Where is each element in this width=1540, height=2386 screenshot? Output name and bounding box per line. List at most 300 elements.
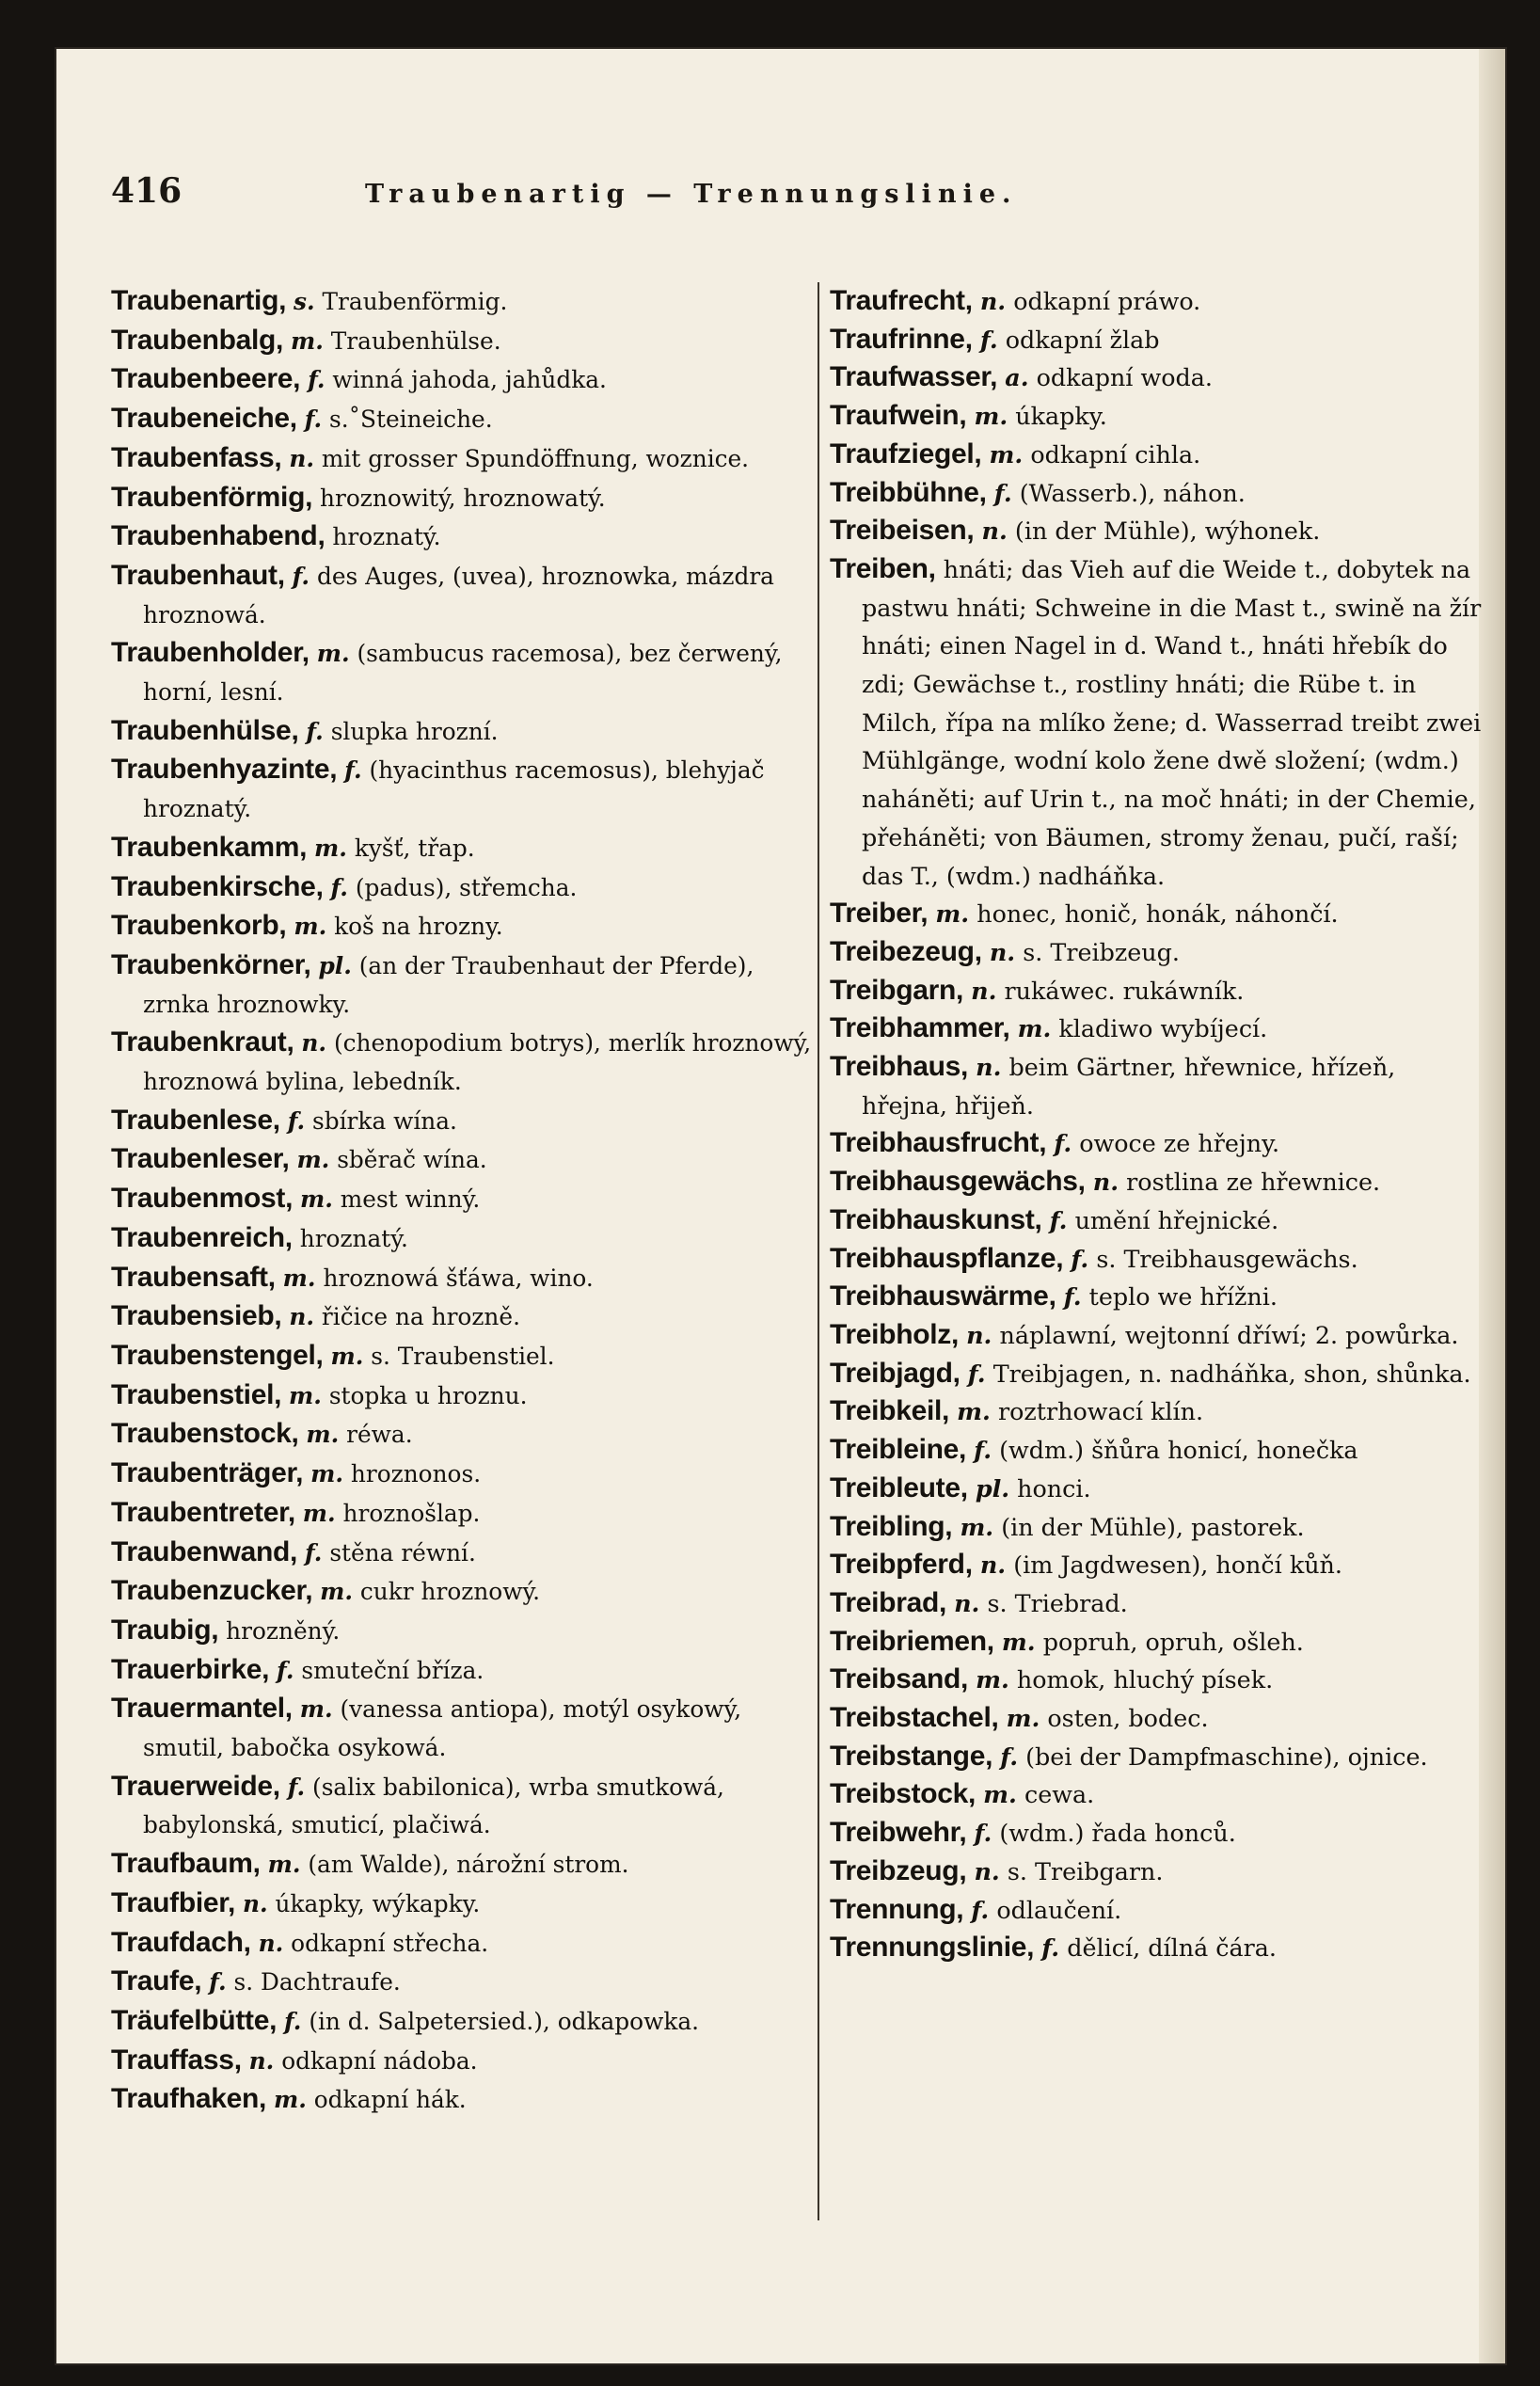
entry-headword: Trauerbirke, bbox=[111, 1653, 270, 1685]
entry-headword: Treibpferd, bbox=[830, 1549, 973, 1581]
entry-headword: Treibleine, bbox=[830, 1434, 967, 1466]
entry-definition: (vanessa antiopa), motýl osykowý, smutil, babočka osykowá. bbox=[143, 1695, 742, 1762]
dictionary-entry bbox=[830, 550, 1488, 895]
dictionary-entry bbox=[830, 1392, 1488, 1431]
entry-definition: (in d. Salpetersied.), odkapowka. bbox=[309, 2007, 700, 2035]
dictionary-entry bbox=[111, 557, 821, 634]
dictionary-entry bbox=[111, 634, 821, 711]
entry-headword: Traubenmost, bbox=[111, 1183, 294, 1215]
entry-grammar-label: f. bbox=[306, 717, 324, 745]
dictionary-entry bbox=[111, 1455, 821, 1494]
entry-grammar-label: m. bbox=[316, 640, 350, 668]
entry-definition: hrozněný. bbox=[226, 1616, 341, 1645]
dictionary-entry bbox=[111, 1102, 821, 1141]
dictionary-entry bbox=[830, 1048, 1488, 1124]
entry-headword: Traubenholder, bbox=[111, 637, 310, 669]
entry-grammar-label: n. bbox=[971, 976, 997, 1005]
entry-definition: odkapní práwo. bbox=[1013, 287, 1201, 315]
entry-definition: (wdm.) řada honců. bbox=[999, 1819, 1236, 1848]
entry-headword: Traufrinne, bbox=[830, 323, 973, 355]
entry-grammar-label: f. bbox=[993, 478, 1012, 507]
entry-definition: umění hřejnické. bbox=[1074, 1205, 1279, 1234]
entry-definition: hnáti; das Vieh auf die Weide t., dobytek na pastwu hnáti; Schweine in die Mast t., swině na žír hnáti; einen Nagel in d. Wand t., hnáti hřebík do zdi; Gewächse t., rostliny hnáti; die Rübe t. in Milch, řípa na mlíko žene; d. Wasserrad treibt zwei Mühlgänge, wodní kolo žene dwě složení; (wdm.) naháněti; auf Urin t., na moč hnáti; in der Chemie, přeháněti; von Bäumen, stromy ženau, pučí, raší; das T., (wdm.) nadháňka. bbox=[862, 554, 1482, 890]
entry-headword: Traufrecht, bbox=[830, 285, 973, 316]
entry-grammar-label: m. bbox=[289, 1381, 322, 1409]
dictionary-entry bbox=[830, 1814, 1488, 1853]
entry-definition: Traubenhülse. bbox=[330, 326, 501, 355]
entry-grammar-label: m. bbox=[306, 1421, 340, 1449]
entry-grammar-label: m. bbox=[300, 1185, 333, 1214]
dictionary-entry bbox=[830, 1891, 1488, 1930]
dictionary-entry bbox=[830, 933, 1488, 972]
entry-headword: Traubenkorb, bbox=[111, 910, 287, 942]
dictionary-entry bbox=[111, 1768, 821, 1845]
entry-grammar-label: f. bbox=[287, 1106, 306, 1135]
dictionary-entry bbox=[111, 322, 821, 361]
entry-definition: cukr hroznowý. bbox=[359, 1578, 541, 1606]
entry-headword: Traubenkamm, bbox=[111, 831, 308, 863]
entry-headword: Traubenleser, bbox=[111, 1143, 290, 1175]
entry-headword: Traubenzucker, bbox=[111, 1575, 313, 1607]
entry-headword: Traubenförmig, bbox=[111, 481, 313, 513]
entry-headword: Traubenhülse, bbox=[111, 714, 299, 746]
entry-definition: (im Jagdwesen), hončí kůň. bbox=[1013, 1551, 1342, 1580]
entry-headword: Treibhausgewächs, bbox=[830, 1166, 1086, 1198]
dictionary-entry bbox=[111, 360, 821, 400]
entry-definition: odkapní žlab bbox=[1005, 325, 1160, 354]
entry-definition: úkapky, wýkapky. bbox=[275, 1889, 481, 1917]
entry-grammar-label: n. bbox=[301, 1029, 327, 1058]
dictionary-entry bbox=[111, 907, 821, 946]
entry-grammar-label: m. bbox=[974, 402, 1008, 431]
entry-headword: Traufe, bbox=[111, 1965, 202, 1997]
entry-definition: (in der Mühle), pastorek. bbox=[1001, 1512, 1305, 1541]
entry-grammar-label: pl. bbox=[975, 1473, 1010, 1503]
dictionary-entry bbox=[111, 751, 821, 828]
entry-grammar-label: s. bbox=[294, 288, 315, 315]
dictionary-entry bbox=[111, 1219, 821, 1259]
entry-headword: Traubig, bbox=[111, 1614, 219, 1646]
entry-grammar-label: n. bbox=[242, 1889, 268, 1917]
entry-headword: Traubenkörner, bbox=[111, 948, 311, 980]
entry-grammar-label: f. bbox=[344, 756, 362, 785]
entry-headword: Traubentreter, bbox=[111, 1496, 295, 1528]
entry-grammar-label: n. bbox=[248, 2046, 275, 2075]
dictionary-entry bbox=[111, 868, 821, 908]
entry-headword: Traubenkraut, bbox=[111, 1026, 294, 1058]
entry-grammar-label: f. bbox=[308, 366, 325, 394]
entry-headword: Traubenwand, bbox=[111, 1535, 298, 1567]
entry-definition: s. Dachtraufe. bbox=[233, 1968, 401, 1996]
entry-definition: odkapní nádoba. bbox=[281, 2046, 478, 2075]
dictionary-entry bbox=[830, 1278, 1488, 1316]
entry-grammar-label: f. bbox=[1000, 1742, 1019, 1771]
entry-definition: odkapní hák. bbox=[313, 2086, 467, 2114]
entry-headword: Treibeisen, bbox=[830, 515, 975, 547]
entry-headword: Treibstachel, bbox=[830, 1702, 999, 1734]
dictionary-entry bbox=[830, 512, 1488, 550]
entry-headword: Traubenhabend, bbox=[111, 520, 325, 552]
dictionary-entry bbox=[830, 1623, 1488, 1662]
entry-headword: Traubenhaut, bbox=[111, 559, 285, 591]
entry-grammar-label: f. bbox=[330, 873, 348, 901]
entry-headword: Treiben, bbox=[830, 552, 936, 584]
entry-headword: Traufziegel, bbox=[830, 437, 982, 469]
entry-headword: Träufelbütte, bbox=[111, 2004, 278, 2036]
entry-headword: Treibhaus, bbox=[830, 1051, 969, 1083]
entry-grammar-label: m. bbox=[294, 913, 327, 941]
entry-grammar-label: m. bbox=[1001, 1627, 1036, 1656]
entry-definition: teplo we hřížni. bbox=[1088, 1282, 1278, 1312]
entry-grammar-label: n. bbox=[989, 937, 1016, 966]
entry-headword: Treibhauswärme, bbox=[830, 1280, 1056, 1312]
dictionary-entry bbox=[830, 1929, 1488, 1967]
entry-definition: odkapní cihla. bbox=[1030, 439, 1201, 469]
entry-definition: Traubenförmig. bbox=[322, 288, 508, 315]
entry-grammar-label: m. bbox=[935, 899, 970, 929]
dictionary-entry bbox=[830, 1738, 1488, 1776]
entry-definition: rukáwec. rukáwník. bbox=[1004, 976, 1245, 1005]
entry-headword: Treibkeil, bbox=[830, 1395, 950, 1427]
entry-definition: beim Gärtner, hřewnice, hřízeň, hřejna, hřijeň. bbox=[862, 1053, 1396, 1120]
dictionary-entry bbox=[111, 1534, 821, 1573]
entry-grammar-label: f. bbox=[1063, 1282, 1082, 1312]
entry-grammar-label: f. bbox=[979, 325, 998, 354]
entry-headword: Treibholz, bbox=[830, 1318, 960, 1350]
entry-definition: dělicí, dílná čára. bbox=[1067, 1933, 1277, 1963]
entry-definition: kyšť, třap. bbox=[354, 834, 475, 862]
entry-grammar-label: a. bbox=[1005, 363, 1029, 392]
entry-definition: homok, hluchý písek. bbox=[1016, 1665, 1274, 1694]
entry-headword: Trennungslinie, bbox=[830, 1932, 1035, 1964]
entry-grammar-label: n. bbox=[974, 1856, 1000, 1885]
entry-grammar-label: m. bbox=[976, 1665, 1009, 1694]
dictionary-entry bbox=[111, 1024, 821, 1101]
dictionary-entry bbox=[111, 282, 821, 322]
entry-definition: (in der Mühle), wýhonek. bbox=[1014, 517, 1321, 546]
entry-grammar-label: m. bbox=[302, 1499, 336, 1527]
entry-headword: Treibzeug, bbox=[830, 1854, 967, 1886]
entry-definition: mit grosser Spundöffnung, woznice. bbox=[321, 444, 750, 472]
dictionary-entry bbox=[111, 1651, 821, 1691]
entry-grammar-label: n. bbox=[976, 1053, 1002, 1082]
entry-headword: Treibgarn, bbox=[830, 974, 964, 1006]
dictionary-entry bbox=[111, 517, 821, 557]
entry-headword: Traufbier, bbox=[111, 1886, 236, 1918]
entry-grammar-label: m. bbox=[957, 1397, 991, 1426]
entry-definition: hroznowá šťáwa, wino. bbox=[323, 1264, 594, 1292]
dictionary-entry bbox=[111, 1963, 821, 2002]
entry-definition: (sambucus racemosa), bez čerwený, horní, lesní. bbox=[143, 640, 783, 707]
entry-grammar-label: m. bbox=[989, 439, 1024, 469]
entry-definition: (Wasserb.), náhon. bbox=[1019, 478, 1246, 507]
entry-definition: (salix babilonica), wrba smutkowá, babylonská, smuticí, plačiwá. bbox=[143, 1773, 724, 1839]
dictionary-entry bbox=[111, 1376, 821, 1416]
dictionary-entry bbox=[830, 321, 1488, 359]
entry-headword: Treibwehr, bbox=[830, 1817, 967, 1849]
entry-headword: Trauffass, bbox=[111, 2044, 242, 2076]
entry-definition: koš na hrozny. bbox=[334, 913, 503, 941]
entry-definition: smuteční bříza. bbox=[301, 1656, 484, 1684]
dictionary-entry bbox=[830, 1584, 1488, 1623]
entry-definition: odkapní woda. bbox=[1036, 363, 1213, 392]
entry-definition: osten, bodec. bbox=[1047, 1704, 1209, 1733]
entry-definition: rostlina ze hřewnice. bbox=[1126, 1168, 1381, 1197]
entry-headword: Traubenbeere, bbox=[111, 363, 301, 395]
entry-definition: kladiwo wybíjecí. bbox=[1058, 1014, 1268, 1043]
entry-definition: stěna réwní. bbox=[329, 1538, 476, 1567]
entry-headword: Traubenstiel, bbox=[111, 1378, 282, 1410]
entry-grammar-label: m. bbox=[299, 1695, 333, 1724]
entry-headword: Treibjagd, bbox=[830, 1357, 961, 1389]
entry-headword: Traubensieb, bbox=[111, 1300, 282, 1332]
entry-grammar-label: f. bbox=[277, 1656, 294, 1684]
entry-headword: Treiber, bbox=[830, 898, 929, 930]
entry-definition: sběrač wína. bbox=[337, 1146, 487, 1174]
dictionary-entry bbox=[830, 1508, 1488, 1547]
entry-definition: popruh, opruh, ošleh. bbox=[1042, 1627, 1304, 1656]
entry-definition: réwa. bbox=[346, 1421, 413, 1449]
entry-grammar-label: n. bbox=[979, 287, 1007, 315]
entry-grammar-label: m. bbox=[960, 1512, 994, 1541]
left-column bbox=[111, 282, 821, 2120]
dictionary-entry bbox=[111, 1690, 821, 1767]
dictionary-entry bbox=[111, 1259, 821, 1298]
dictionary-entry bbox=[111, 1140, 821, 1180]
entry-headword: Treibriemen, bbox=[830, 1625, 994, 1657]
entry-definition: s. Treibgarn. bbox=[1007, 1856, 1164, 1885]
page-header bbox=[111, 171, 1127, 211]
entry-definition: řičice na hrozně. bbox=[321, 1303, 520, 1331]
entry-grammar-label: f. bbox=[974, 1819, 992, 1848]
entry-grammar-label: m. bbox=[267, 1851, 301, 1879]
entry-headword: Traubenfass, bbox=[111, 441, 282, 473]
dictionary-entry bbox=[830, 1775, 1488, 1814]
entry-grammar-label: n. bbox=[289, 1303, 315, 1331]
entry-definition: (bei der Dampfmaschine), ojnice. bbox=[1025, 1742, 1428, 1771]
entry-headword: Treibhauspflanze, bbox=[830, 1242, 1064, 1274]
entry-definition: s. Triebrad. bbox=[987, 1588, 1128, 1617]
entry-headword: Traubeneiche, bbox=[111, 403, 297, 435]
entry-headword: Traubenbalg, bbox=[111, 324, 284, 356]
entry-definition: hroznošlap. bbox=[342, 1499, 481, 1527]
entry-definition: honec, honič, honák, náhončí. bbox=[976, 899, 1339, 929]
entry-headword: Treibezeug, bbox=[830, 935, 982, 967]
entry-grammar-label: m. bbox=[1017, 1014, 1052, 1043]
dictionary-entry bbox=[830, 436, 1488, 474]
entry-definition: winná jahoda, jahůdka. bbox=[332, 366, 607, 394]
dictionary-entry bbox=[830, 1010, 1488, 1048]
dictionary-entry bbox=[111, 712, 821, 752]
dictionary-entry bbox=[111, 946, 821, 1024]
entry-definition: hroznatý. bbox=[332, 523, 441, 551]
entry-headword: Traubenstock, bbox=[111, 1418, 299, 1450]
dictionary-entry bbox=[830, 1163, 1488, 1201]
dictionary-entry bbox=[111, 829, 821, 868]
entry-headword: Treibstock, bbox=[830, 1778, 976, 1810]
entry-grammar-label: m. bbox=[291, 326, 324, 355]
entry-grammar-label: n. bbox=[954, 1588, 980, 1617]
entry-definition: slupka hrozní. bbox=[330, 717, 499, 745]
entry-definition: des Auges, (uvea), hroznowka, mázdra hroznowá. bbox=[143, 562, 774, 628]
entry-grammar-label: m. bbox=[282, 1264, 316, 1292]
entry-headword: Treibrad, bbox=[830, 1586, 947, 1618]
entry-headword: Traubensaft, bbox=[111, 1261, 276, 1293]
entry-grammar-label: n. bbox=[981, 517, 1008, 546]
right-column bbox=[830, 282, 1488, 1967]
entry-definition: (an der Traubenhaut der Pferde), zrnka hroznowky. bbox=[143, 951, 754, 1018]
entry-headword: Treibhausfrucht, bbox=[830, 1127, 1047, 1159]
dictionary-entry bbox=[830, 358, 1488, 397]
dictionary-entry bbox=[111, 1924, 821, 1964]
dictionary-entry bbox=[111, 439, 821, 479]
entry-headword: Traubenkirsche, bbox=[111, 870, 324, 902]
dictionary-entry bbox=[830, 1316, 1488, 1355]
dictionary-entry bbox=[111, 400, 821, 439]
entry-headword: Trauerweide, bbox=[111, 1770, 280, 1802]
dictionary-entry bbox=[830, 1201, 1488, 1240]
entry-headword: Treibsand, bbox=[830, 1663, 969, 1695]
entry-headword: Traufwein, bbox=[830, 400, 967, 432]
entry-grammar-label: f. bbox=[1054, 1129, 1072, 1158]
dictionary-entry bbox=[830, 1431, 1488, 1470]
entry-grammar-label: f. bbox=[287, 1773, 306, 1801]
entry-headword: Traubenartig, bbox=[111, 285, 287, 316]
entry-definition: odlaučení. bbox=[996, 1895, 1122, 1924]
entry-grammar-label: f. bbox=[209, 1968, 227, 1996]
entry-grammar-label: f. bbox=[292, 562, 310, 590]
entry-definition: (am Walde), nárožní strom. bbox=[308, 1851, 629, 1879]
entry-grammar-label: n. bbox=[966, 1320, 992, 1349]
dictionary-entry bbox=[830, 474, 1488, 513]
entry-headword: Trennung, bbox=[830, 1893, 964, 1925]
entry-grammar-label: n. bbox=[979, 1551, 1007, 1580]
dictionary-entry bbox=[111, 479, 821, 518]
entry-grammar-label: n. bbox=[289, 444, 315, 472]
dictionary-entry bbox=[111, 1297, 821, 1337]
entry-definition: náplawní, wejtonní dříwí; 2. powůrka. bbox=[999, 1320, 1459, 1349]
dictionary-entry bbox=[111, 2002, 821, 2042]
entry-definition: sbírka wína. bbox=[312, 1106, 457, 1135]
dictionary-entry bbox=[111, 1885, 821, 1924]
dictionary-entry bbox=[830, 397, 1488, 436]
entry-headword: Traubenstengel, bbox=[111, 1339, 324, 1371]
entry-definition: cewa. bbox=[1024, 1780, 1095, 1809]
entry-definition: (hyacinthus racemosus), blehyjač hroznatý. bbox=[143, 756, 765, 823]
entry-definition: úkapky. bbox=[1015, 402, 1107, 431]
entry-grammar-label: n. bbox=[1092, 1168, 1119, 1197]
dictionary-entry bbox=[111, 1612, 821, 1651]
dictionary-entry bbox=[830, 1124, 1488, 1163]
entry-headword: Treibhauskunst, bbox=[830, 1203, 1042, 1235]
entry-grammar-label: f. bbox=[1041, 1933, 1060, 1963]
entry-grammar-label: f. bbox=[305, 1538, 323, 1567]
dictionary-entry bbox=[830, 1699, 1488, 1738]
dictionary-entry bbox=[111, 2080, 821, 2120]
entry-headword: Traubenhyazinte, bbox=[111, 754, 338, 786]
entry-grammar-label: m. bbox=[330, 1342, 364, 1370]
dictionary-entry bbox=[830, 1546, 1488, 1584]
entry-headword: Traubenträger, bbox=[111, 1457, 304, 1489]
entry-grammar-label: n. bbox=[258, 1929, 284, 1957]
dictionary-entry bbox=[830, 895, 1488, 933]
entry-headword: Traufwasser, bbox=[830, 361, 998, 393]
entry-grammar-label: m. bbox=[273, 2086, 307, 2114]
entry-headword: Treibleute, bbox=[830, 1471, 968, 1503]
entry-grammar-label: m. bbox=[310, 1460, 343, 1488]
dictionary-entry bbox=[111, 1415, 821, 1455]
dictionary-entry bbox=[111, 1845, 821, 1885]
entry-grammar-label: m. bbox=[320, 1578, 353, 1606]
entry-headword: Treibling, bbox=[830, 1510, 953, 1542]
entry-definition: honci. bbox=[1017, 1473, 1091, 1503]
dictionary-entry bbox=[830, 1661, 1488, 1699]
dictionary-entry bbox=[830, 1355, 1488, 1393]
entry-grammar-label: f. bbox=[967, 1359, 986, 1388]
entry-grammar-label: f. bbox=[974, 1436, 992, 1465]
dictionary-entry bbox=[111, 1494, 821, 1534]
running-head: Traubenartig — Trennungslinie. bbox=[365, 180, 1018, 209]
dictionary-entry bbox=[830, 1853, 1488, 1891]
entry-definition: hroznonos. bbox=[350, 1460, 482, 1488]
dictionary-entry bbox=[111, 1180, 821, 1219]
entry-grammar-label: f. bbox=[304, 406, 323, 434]
entry-headword: Trauermantel, bbox=[111, 1693, 293, 1725]
entry-definition: stopka u hroznu. bbox=[328, 1381, 528, 1409]
entry-definition: s. Traubenstiel. bbox=[371, 1342, 555, 1370]
entry-headword: Treibstange, bbox=[830, 1740, 993, 1772]
entry-definition: s.˚Steineiche. bbox=[329, 406, 493, 434]
entry-grammar-label: m. bbox=[983, 1780, 1017, 1809]
entry-grammar-label: f. bbox=[284, 2007, 302, 2035]
entry-grammar-label: f. bbox=[1049, 1205, 1068, 1234]
entry-definition: hroznowitý, hroznowatý. bbox=[320, 484, 606, 512]
entry-definition: mest winný. bbox=[340, 1185, 481, 1214]
entry-headword: Traufbaum, bbox=[111, 1848, 261, 1880]
entry-definition: s. Treibzeug. bbox=[1023, 937, 1180, 966]
page-number: 416 bbox=[111, 171, 183, 211]
entry-definition: owoce ze hřejny. bbox=[1079, 1129, 1280, 1158]
entry-definition: s. Treibhausgewächs. bbox=[1096, 1244, 1358, 1273]
entry-headword: Traubenlese, bbox=[111, 1104, 280, 1136]
dictionary-entry bbox=[111, 1572, 821, 1612]
dictionary-entry bbox=[111, 2042, 821, 2081]
entry-definition: odkapní střecha. bbox=[291, 1929, 489, 1957]
entry-grammar-label: m. bbox=[1006, 1704, 1040, 1733]
entry-grammar-label: pl. bbox=[318, 951, 352, 979]
entry-grammar-label: f. bbox=[1071, 1244, 1089, 1273]
entry-definition: Treibjagen, n. nadháňka, shon, shůnka. bbox=[992, 1359, 1471, 1388]
dictionary-entry bbox=[830, 972, 1488, 1010]
entry-grammar-label: m. bbox=[296, 1146, 330, 1174]
entry-headword: Traubenreich, bbox=[111, 1221, 293, 1253]
entry-grammar-label: m. bbox=[314, 834, 347, 862]
entry-definition: roztrhowací klín. bbox=[997, 1397, 1204, 1426]
dictionary-entry bbox=[830, 1240, 1488, 1279]
entry-headword: Traufhaken, bbox=[111, 2083, 267, 2115]
entry-grammar-label: f. bbox=[971, 1895, 990, 1924]
dictionary-entry bbox=[830, 282, 1488, 321]
entry-definition: (padus), střemcha. bbox=[355, 873, 578, 901]
entry-headword: Traufdach, bbox=[111, 1926, 251, 1958]
entry-headword: Treibbühne, bbox=[830, 476, 987, 508]
entry-headword: Treibhammer, bbox=[830, 1012, 1010, 1044]
entry-definition: hroznatý. bbox=[299, 1224, 408, 1252]
dictionary-entry bbox=[830, 1470, 1488, 1508]
entry-definition: (wdm.) šňůra honicí, honečka bbox=[999, 1436, 1358, 1465]
entry-definition: (chenopodium botrys), merlík hroznowý, hroznowá bylina, lebedník. bbox=[143, 1029, 812, 1096]
dictionary-entry bbox=[111, 1337, 821, 1376]
